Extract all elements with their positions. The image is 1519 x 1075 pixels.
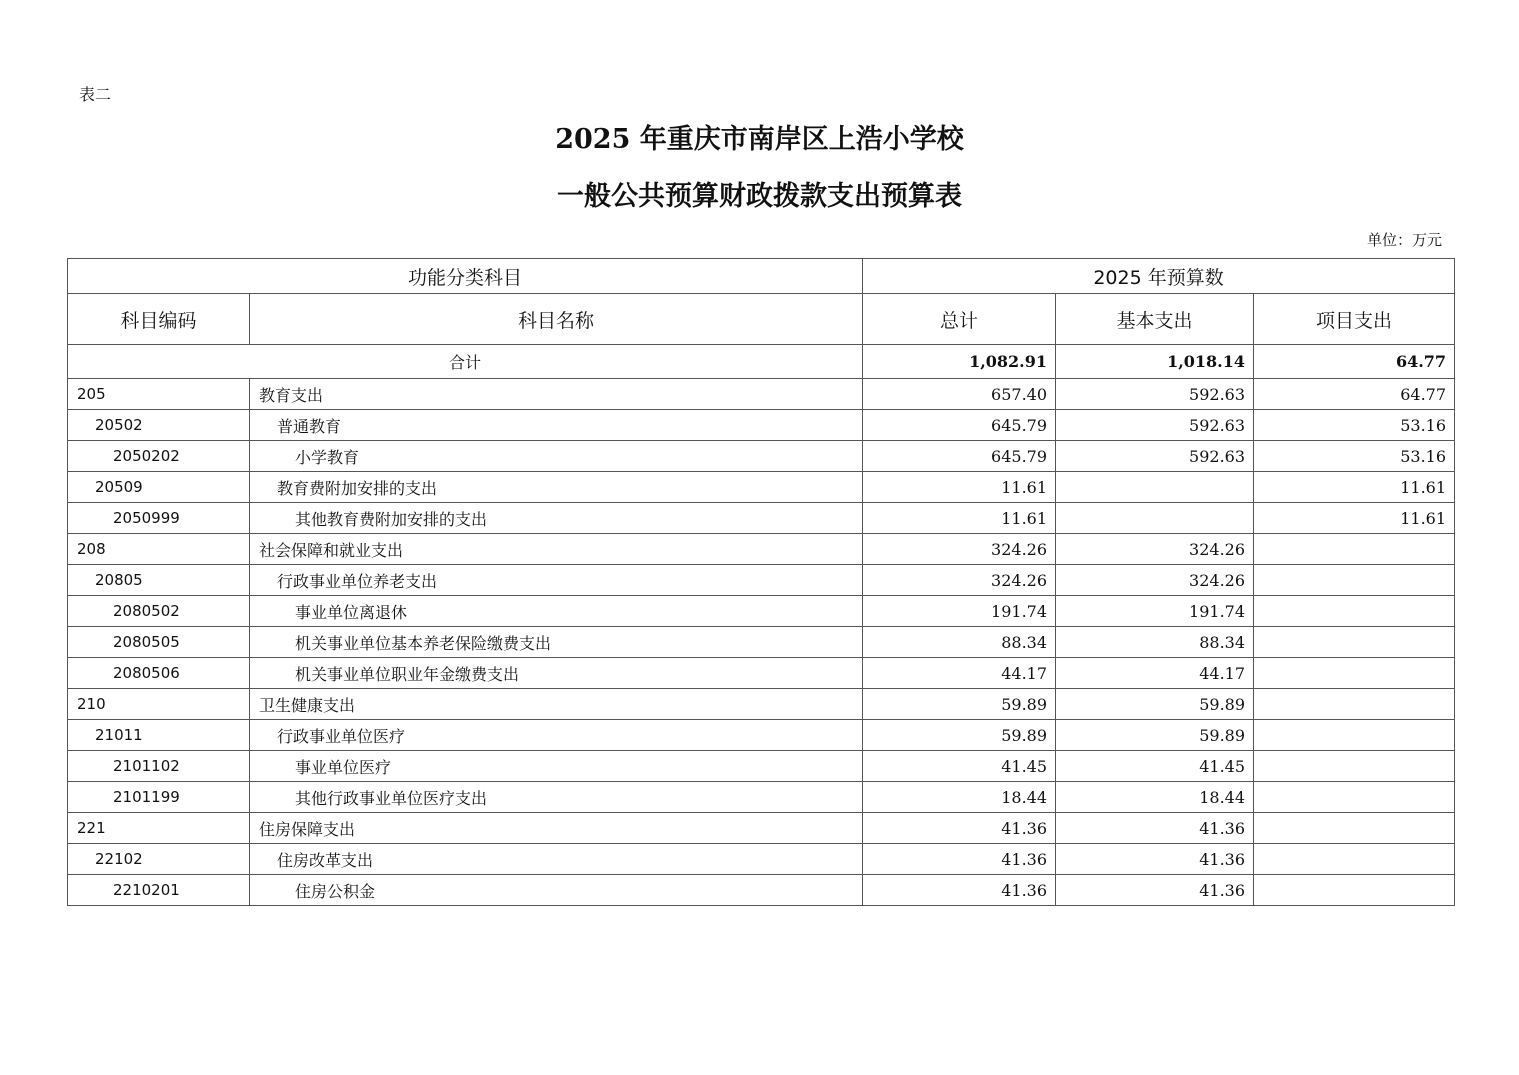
row-total: 18.44 — [863, 782, 1056, 813]
header-code: 科目编码 — [68, 294, 250, 345]
row-project — [1254, 813, 1455, 844]
row-project — [1254, 534, 1455, 565]
row-name: 其他行政事业单位医疗支出 — [250, 782, 863, 813]
row-basic: 592.63 — [1056, 410, 1254, 441]
total-project: 64.77 — [1254, 345, 1455, 379]
row-name: 住房改革支出 — [250, 844, 863, 875]
row-basic: 41.36 — [1056, 813, 1254, 844]
budget-table — [67, 258, 1455, 906]
total-total: 1,082.91 — [863, 345, 1056, 379]
header-budget-2025: 2025 年预算数 — [863, 259, 1455, 294]
row-code: 21011 — [68, 720, 250, 751]
header-functional-classification: 功能分类科目 — [68, 259, 863, 294]
row-project — [1254, 844, 1455, 875]
row-project — [1254, 689, 1455, 720]
row-name: 机关事业单位职业年金缴费支出 — [250, 658, 863, 689]
page-title: 2025 年重庆市南岸区上浩小学校 — [555, 124, 964, 155]
row-total: 59.89 — [863, 689, 1056, 720]
table-label: 表二 — [79, 85, 112, 104]
row-name: 事业单位医疗 — [250, 751, 863, 782]
row-code: 2050999 — [68, 503, 250, 534]
header-total: 总计 — [863, 294, 1056, 345]
row-basic: 324.26 — [1056, 534, 1254, 565]
row-basic: 41.45 — [1056, 751, 1254, 782]
row-code: 20502 — [68, 410, 250, 441]
row-name: 其他教育费附加安排的支出 — [250, 503, 863, 534]
row-name: 教育支出 — [250, 379, 863, 410]
table-row — [68, 596, 1455, 627]
total-label: 合计 — [68, 345, 863, 379]
row-project — [1254, 782, 1455, 813]
row-total: 41.36 — [863, 875, 1056, 906]
row-code: 20805 — [68, 565, 250, 596]
row-basic: 88.34 — [1056, 627, 1254, 658]
total-basic: 1,018.14 — [1056, 345, 1254, 379]
row-total: 59.89 — [863, 720, 1056, 751]
header-basic: 基本支出 — [1056, 294, 1254, 345]
page-subtitle: 一般公共预算财政拨款支出预算表 — [557, 181, 962, 212]
row-project: 53.16 — [1254, 410, 1455, 441]
row-code: 2050202 — [68, 441, 250, 472]
header-column-row — [68, 294, 1455, 345]
total-row — [68, 345, 1455, 379]
row-name: 普通教育 — [250, 410, 863, 441]
table-row — [68, 503, 1455, 534]
row-total: 44.17 — [863, 658, 1056, 689]
row-code: 2101199 — [68, 782, 250, 813]
row-project: 64.77 — [1254, 379, 1455, 410]
row-total: 41.36 — [863, 844, 1056, 875]
row-project — [1254, 751, 1455, 782]
row-code: 208 — [68, 534, 250, 565]
row-basic: 191.74 — [1056, 596, 1254, 627]
header-project: 项目支出 — [1254, 294, 1455, 345]
row-code: 2210201 — [68, 875, 250, 906]
row-name: 机关事业单位基本养老保险缴费支出 — [250, 627, 863, 658]
row-total: 41.36 — [863, 813, 1056, 844]
table-row — [68, 875, 1455, 906]
row-project — [1254, 627, 1455, 658]
row-name: 行政事业单位医疗 — [250, 720, 863, 751]
row-basic: 41.36 — [1056, 844, 1254, 875]
row-name: 住房公积金 — [250, 875, 863, 906]
table-row — [68, 627, 1455, 658]
row-project — [1254, 658, 1455, 689]
row-basic: 41.36 — [1056, 875, 1254, 906]
row-total: 11.61 — [863, 503, 1056, 534]
row-basic: 59.89 — [1056, 689, 1254, 720]
row-project: 53.16 — [1254, 441, 1455, 472]
row-code: 2080505 — [68, 627, 250, 658]
table-row — [68, 379, 1455, 410]
row-name: 住房保障支出 — [250, 813, 863, 844]
table-row — [68, 658, 1455, 689]
row-name: 卫生健康支出 — [250, 689, 863, 720]
row-project — [1254, 565, 1455, 596]
row-project: 11.61 — [1254, 472, 1455, 503]
row-code: 210 — [68, 689, 250, 720]
row-project — [1254, 720, 1455, 751]
row-basic — [1056, 472, 1254, 503]
header-name: 科目名称 — [250, 294, 863, 345]
row-basic: 44.17 — [1056, 658, 1254, 689]
table-row — [68, 813, 1455, 844]
row-basic: 592.63 — [1056, 441, 1254, 472]
row-name: 小学教育 — [250, 441, 863, 472]
row-total: 657.40 — [863, 379, 1056, 410]
header-group-row — [68, 259, 1455, 294]
table-row — [68, 565, 1455, 596]
row-name: 社会保障和就业支出 — [250, 534, 863, 565]
table-row — [68, 534, 1455, 565]
row-total: 645.79 — [863, 410, 1056, 441]
row-basic: 324.26 — [1056, 565, 1254, 596]
table-row — [68, 689, 1455, 720]
row-code: 22102 — [68, 844, 250, 875]
row-code: 20509 — [68, 472, 250, 503]
row-project: 11.61 — [1254, 503, 1455, 534]
table-row — [68, 751, 1455, 782]
row-basic: 18.44 — [1056, 782, 1254, 813]
row-basic — [1056, 503, 1254, 534]
table-row — [68, 844, 1455, 875]
row-name: 教育费附加安排的支出 — [250, 472, 863, 503]
row-code: 221 — [68, 813, 250, 844]
row-total: 191.74 — [863, 596, 1056, 627]
table-row — [68, 410, 1455, 441]
row-project — [1254, 596, 1455, 627]
row-name: 行政事业单位养老支出 — [250, 565, 863, 596]
table-row — [68, 441, 1455, 472]
row-basic: 592.63 — [1056, 379, 1254, 410]
row-name: 事业单位离退休 — [250, 596, 863, 627]
row-total: 88.34 — [863, 627, 1056, 658]
row-total: 324.26 — [863, 534, 1056, 565]
row-code: 2080502 — [68, 596, 250, 627]
row-code: 205 — [68, 379, 250, 410]
row-total: 645.79 — [863, 441, 1056, 472]
table-row — [68, 782, 1455, 813]
row-project — [1254, 875, 1455, 906]
row-total: 324.26 — [863, 565, 1056, 596]
table-row — [68, 472, 1455, 503]
row-code: 2080506 — [68, 658, 250, 689]
row-total: 41.45 — [863, 751, 1056, 782]
row-total: 11.61 — [863, 472, 1056, 503]
unit-label: 单位：万元 — [1366, 231, 1442, 249]
row-basic: 59.89 — [1056, 720, 1254, 751]
row-code: 2101102 — [68, 751, 250, 782]
table-row — [68, 720, 1455, 751]
